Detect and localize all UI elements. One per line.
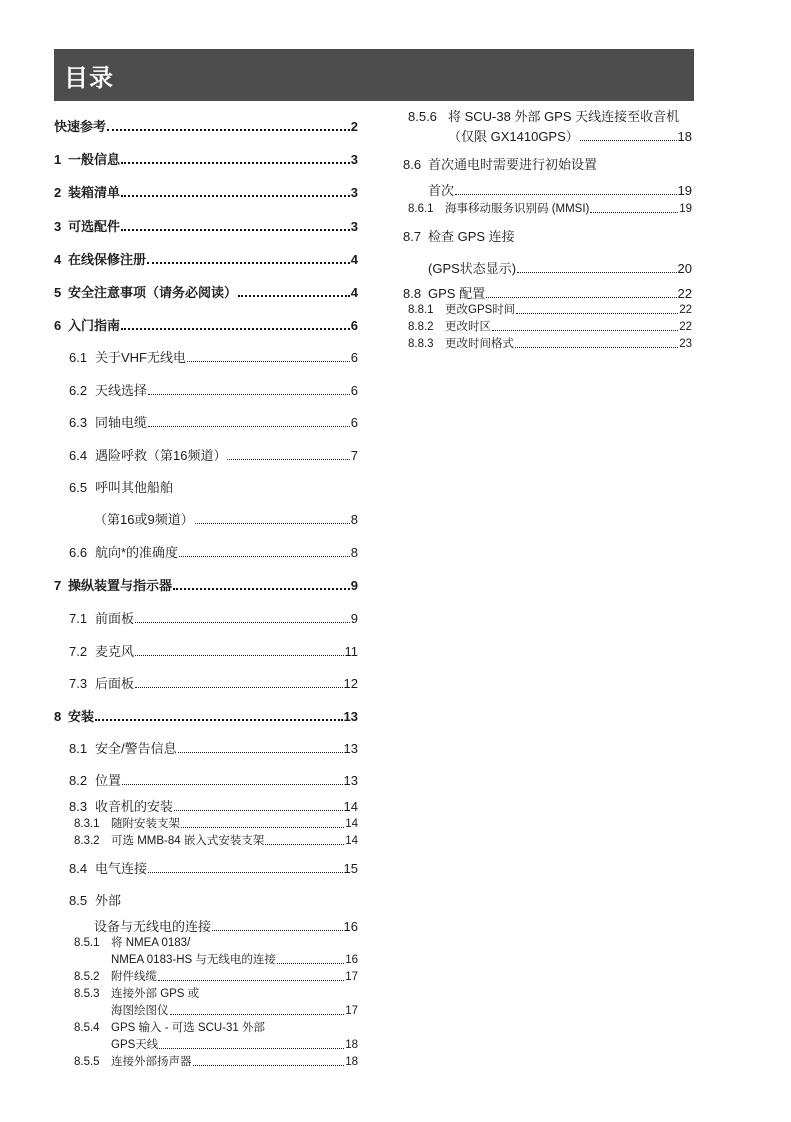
- toc-entry-7-2[interactable]: 7.2 麦克风 11: [69, 644, 358, 659]
- toc-entry-7-1[interactable]: 7.1 前面板 9: [69, 611, 358, 626]
- toc-entry-6-3[interactable]: 6.3 同轴电缆 6: [69, 415, 358, 430]
- toc-entry-8-8[interactable]: 8.8 GPS 配置 22: [403, 286, 692, 301]
- toc-entry-6-6[interactable]: 6.6 航向*的准确度 8: [69, 545, 358, 560]
- toc-entry-6-2[interactable]: 6.2 天线选择 6: [69, 383, 358, 398]
- toc-entry-8-5-6-cont[interactable]: （仅限 GX1410GPS） 18: [448, 129, 692, 144]
- toc-entry-8-2[interactable]: 8.2 位置 13: [69, 773, 358, 788]
- toc-entry-8-5-cont[interactable]: 设备与无线电的连接 16: [94, 919, 358, 934]
- toc-entry-8-5-1[interactable]: 8.5.1 将 NMEA 0183/: [74, 937, 191, 949]
- toc-entry-1[interactable]: 1 一般信息 3: [54, 152, 358, 167]
- toc-entry-8-4[interactable]: 8.4 电气连接 15: [69, 861, 358, 876]
- toc-entry-3[interactable]: 3 可选配件 3: [54, 219, 358, 234]
- toc-entry-8-5-2[interactable]: 8.5.2 附件线缆 17: [74, 971, 358, 983]
- toc-entry-8-5-6[interactable]: 8.5.6 将 SCU-38 外部 GPS 天线连接至收音机: [408, 109, 680, 124]
- toc-entry-8-3-1[interactable]: 8.3.1 随附安装支架 14: [74, 818, 358, 830]
- toc-entry-8-8-1[interactable]: 8.8.1 更改GPS时间 22: [408, 304, 692, 316]
- toc-entry-8-5-4-cont[interactable]: GPS天线 18: [111, 1039, 358, 1051]
- toc-entry-8-3[interactable]: 8.3 收音机的安装 14: [69, 799, 358, 814]
- toc-entry-8-8-2[interactable]: 8.8.2 更改时区 22: [408, 321, 692, 333]
- toc-entry-8-5-3-cont[interactable]: 海图绘图仪 17: [111, 1005, 358, 1017]
- toc-entry-8-5[interactable]: 8.5 外部: [69, 893, 122, 908]
- toc-entry-8-3-2[interactable]: 8.3.2 可选 MMB-84 嵌入式安装支架 14: [74, 835, 358, 847]
- toc-entry-8-7[interactable]: 8.7 检查 GPS 连接: [403, 229, 515, 244]
- toc-entry-8[interactable]: 8 安装 13: [54, 709, 358, 724]
- toc-entry-7-3[interactable]: 7.3 后面板 12: [69, 676, 358, 691]
- title-bar: [54, 49, 694, 101]
- toc-entry-5[interactable]: 5 安全注意事项（请务必阅读） 4: [54, 285, 358, 300]
- toc-entry-8-7-cont[interactable]: (GPS状态显示) 20: [428, 261, 692, 276]
- toc-entry-8-6-cont[interactable]: 首次 19: [428, 183, 692, 198]
- toc-entry-quick-reference[interactable]: 快速参考 2: [54, 119, 358, 134]
- toc-entry-6-4[interactable]: 6.4 遇险呼救（第16频道） 7: [69, 448, 358, 463]
- page-title: 目录: [64, 64, 114, 92]
- toc-entry-8-5-1-cont[interactable]: NMEA 0183-HS 与无线电的连接 16: [111, 954, 358, 966]
- toc-entry-6-5[interactable]: 6.5 呼叫其他船舶: [69, 480, 174, 495]
- toc-entry-2[interactable]: 2 装箱清单 3: [54, 185, 358, 200]
- toc-entry-6-1[interactable]: 6.1 关于VHF无线电 6: [69, 350, 358, 365]
- toc-entry-4[interactable]: 4 在线保修注册 4: [54, 252, 358, 267]
- toc-entry-8-6[interactable]: 8.6 首次通电时需要进行初始设置: [403, 157, 598, 172]
- toc-entry-6-5-cont[interactable]: （第16或9频道） 8: [94, 512, 358, 527]
- toc-entry-8-8-3[interactable]: 8.8.3 更改时间格式 23: [408, 338, 692, 350]
- toc-entry-7[interactable]: 7 操纵装置与指示器 9: [54, 578, 358, 593]
- toc-entry-8-5-4[interactable]: 8.5.4 GPS 输入 - 可选 SCU-31 外部: [74, 1022, 265, 1034]
- toc-entry-8-1[interactable]: 8.1 安全/警告信息 13: [69, 741, 358, 756]
- toc-entry-8-6-1[interactable]: 8.6.1 海事移动服务识别码 (MMSI) 19: [408, 203, 692, 215]
- toc-entry-8-5-5[interactable]: 8.5.5 连接外部扬声器 18: [74, 1056, 358, 1068]
- toc-entry-8-5-3[interactable]: 8.5.3 连接外部 GPS 或: [74, 988, 200, 1000]
- toc-entry-6[interactable]: 6 入门指南 6: [54, 318, 358, 333]
